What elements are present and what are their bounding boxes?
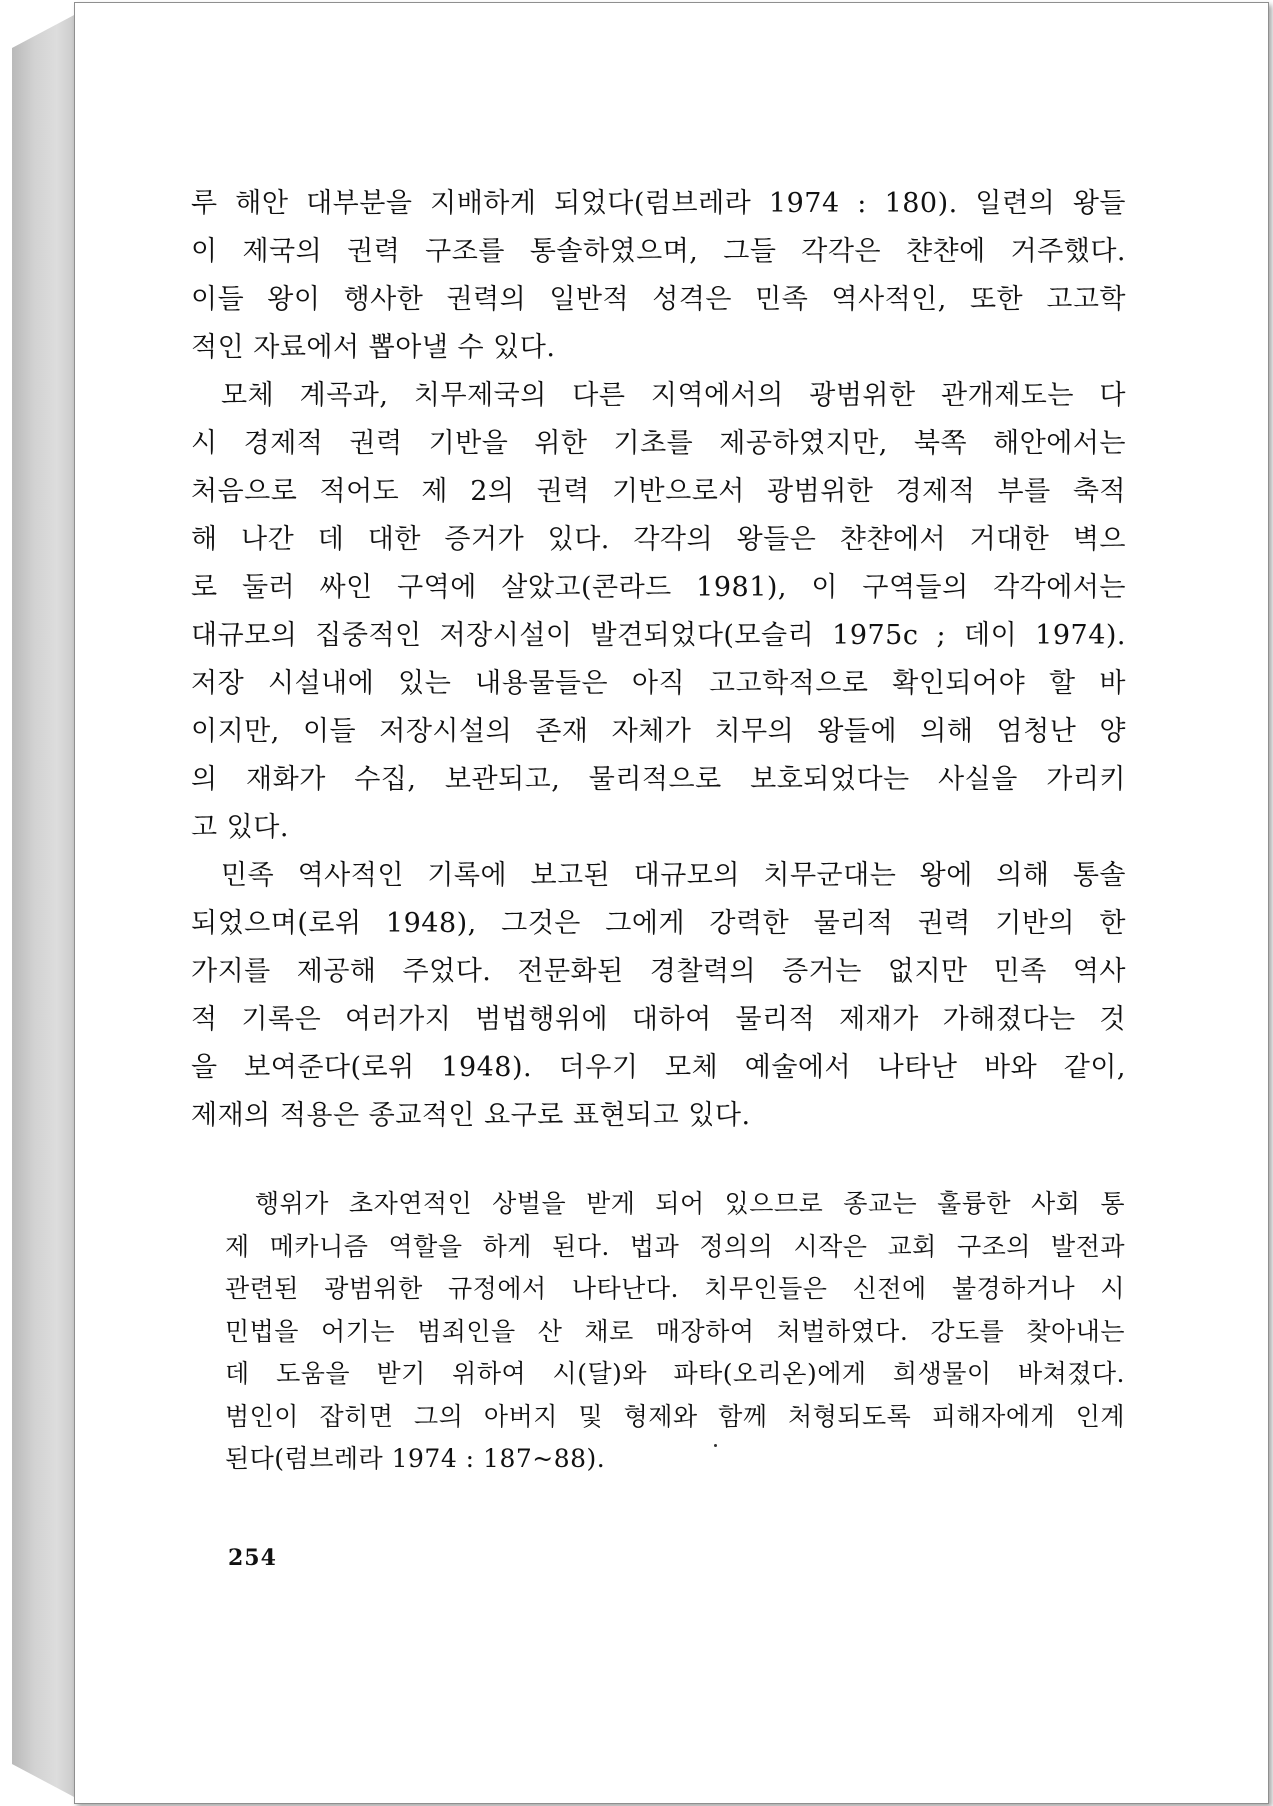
text-line: 저장 시설내에 있는 내용물들은 아직 고고학적으로 확인되어야 할 바 bbox=[191, 668, 1126, 699]
text-line: 되었으며(로위 1948), 그것은 그에게 강력한 물리적 권력 기반의 한 bbox=[191, 908, 1126, 939]
quote-line: 민법을 어기는 범죄인을 산 채로 매장하여 처벌하였다. 강도를 찾아내는 bbox=[225, 1316, 1125, 1346]
text-line: 적인 자료에서 뽑아낼 수 있다. bbox=[191, 332, 556, 363]
text-line: 민족 역사적인 기록에 보고된 대규모의 치무군대는 왕에 의해 통솔 bbox=[221, 860, 1126, 891]
text-line: 루 해안 대부분을 지배하게 되었다(럼브레라 1974 : 180). 일련의 왕들 bbox=[191, 188, 1126, 219]
text-line: 을 보여준다(로위 1948). 더우기 모체 예술에서 나타난 바와 같이, bbox=[191, 1052, 1126, 1083]
text-line: 이들 왕이 행사한 권력의 일반적 성격은 민족 역사적인, 또한 고고학 bbox=[191, 284, 1126, 315]
quote-line: 데 도움을 받기 위하여 시(달)와 파타(오리온)에게 희생물이 바쳐졌다. bbox=[225, 1359, 1125, 1388]
text-line: 시 경제적 권력 기반을 위한 기초를 제공하였지만, 북쪽 해안에서는 bbox=[191, 428, 1126, 459]
block-quote bbox=[225, 1183, 1125, 1481]
text-line: 이 제국의 권력 구조를 통솔하였으며, 그들 각각은 챤챤에 거주했다. bbox=[191, 236, 1126, 267]
text-line: 처음으로 적어도 제 2의 권력 기반으로서 광범위한 경제적 부를 축적 bbox=[191, 476, 1126, 507]
text-line: 대규모의 집중적인 저장시설이 발견되었다(모슬리 1975c ; 데이 1974). bbox=[191, 620, 1126, 651]
text-line: 의 재화가 수집, 보관되고, 물리적으로 보호되었다는 사실을 가리키 bbox=[191, 764, 1126, 795]
text-line: 해 나간 데 대한 증거가 있다. 각각의 왕들은 챤챤에서 거대한 벽으 bbox=[191, 524, 1126, 555]
book-page-edges bbox=[12, 14, 76, 1798]
text-line: 이지만, 이들 저장시설의 존재 자체가 치무의 왕들에 의해 엄청난 양 bbox=[191, 716, 1126, 747]
quote-line: 된다(럼브레라 1974 : 187~88). bbox=[225, 1444, 606, 1473]
quote-line: 범인이 잡히면 그의 아버지 및 형제와 함께 처형되도록 피해자에게 인계 bbox=[225, 1401, 1125, 1431]
text-line: 로 둘러 싸인 구역에 살았고(콘라드 1981), 이 구역들의 각각에서는 bbox=[191, 572, 1126, 603]
text-line: 고 있다. bbox=[191, 812, 289, 843]
quote-line: 행위가 초자연적인 상벌을 받게 되어 있으므로 종교는 훌륭한 사회 통 bbox=[255, 1189, 1125, 1218]
text-line: 제재의 적용은 종교적인 요구로 표현되고 있다. bbox=[191, 1100, 751, 1131]
quote-line: 관련된 광범위한 규정에서 나타난다. 치무인들은 신전에 불경하거나 시 bbox=[225, 1274, 1125, 1303]
ink-speck bbox=[714, 1444, 717, 1447]
quote-line: 제 메카니즘 역할을 하게 된다. 법과 정의의 시작은 교회 구조의 발전과 bbox=[225, 1231, 1125, 1261]
page-number: 254 bbox=[228, 1545, 277, 1571]
main-text bbox=[191, 180, 1126, 1140]
text-line: 가지를 제공해 주었다. 전문화된 경찰력의 증거는 없지만 민족 역사 bbox=[191, 956, 1126, 987]
text-line: 적 기록은 여러가지 범법행위에 대하여 물리적 제재가 가해졌다는 것 bbox=[191, 1004, 1126, 1035]
text-line: 모체 계곡과, 치무제국의 다른 지역에서의 광범위한 관개제도는 다 bbox=[221, 380, 1126, 411]
